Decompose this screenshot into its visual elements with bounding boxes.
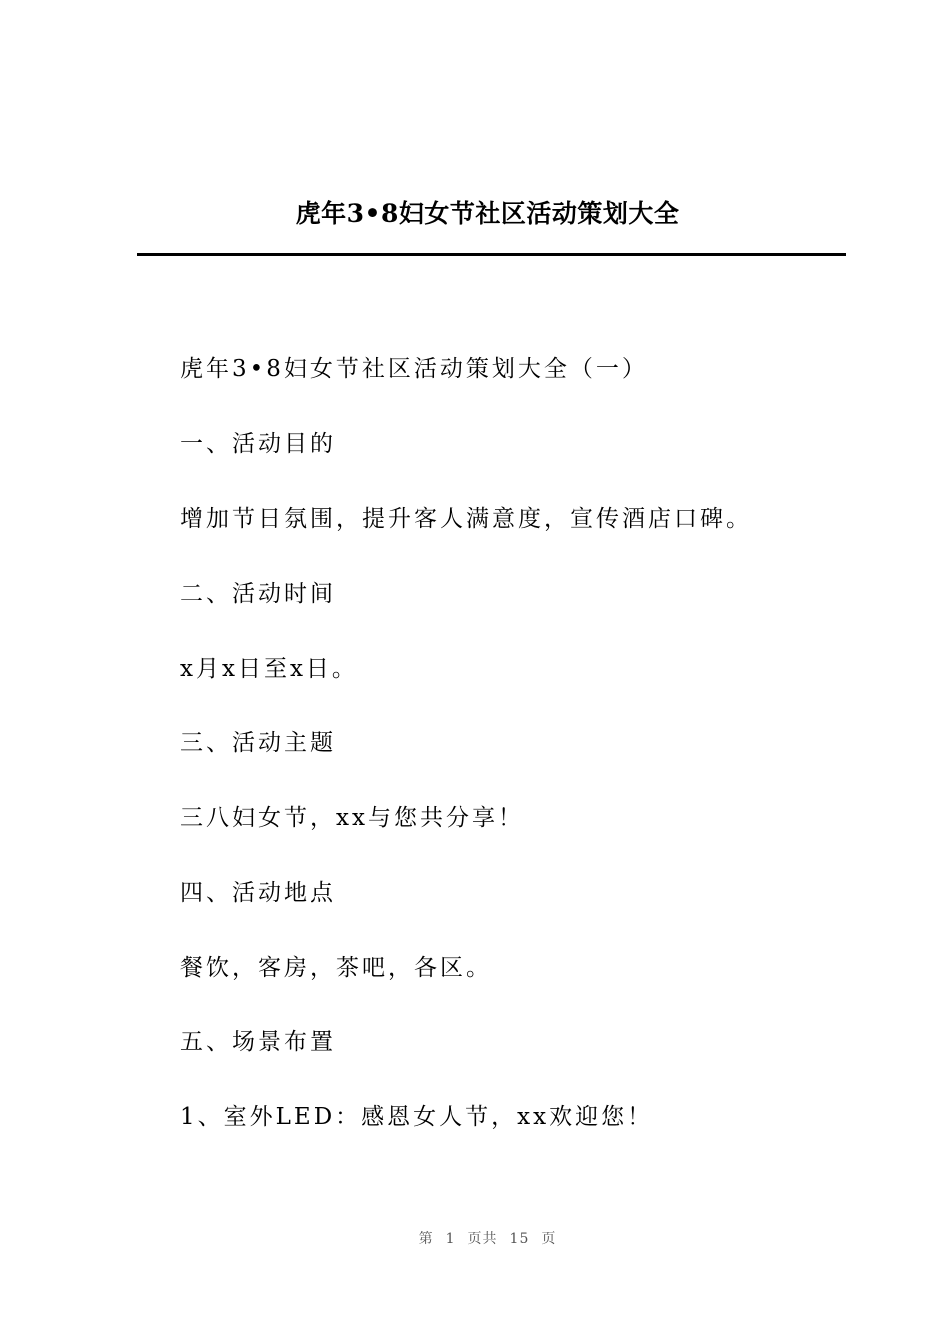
section-heading-time: 二、活动时间	[180, 581, 336, 607]
paragraph-decoration-led: 1、室外LED：感恩女人节，xx欢迎您！	[180, 1104, 654, 1130]
section-heading-decoration: 五、场景布置	[180, 1029, 336, 1055]
footer-total-pages: 15	[509, 1231, 530, 1247]
footer-current-page: 1	[445, 1231, 456, 1247]
section-heading-location: 四、活动地点	[180, 880, 336, 906]
paragraph-theme: 三八妇女节，xx与您共分享！	[180, 805, 524, 831]
footer-page-unit: 页共	[467, 1231, 498, 1247]
title-divider	[137, 253, 846, 256]
paragraph-location: 餐饮，客房，茶吧，各区。	[180, 955, 492, 981]
footer-page-label: 第	[418, 1231, 434, 1247]
paragraph-purpose: 增加节日氛围，提升客人满意度，宣传酒店口碑。	[180, 506, 752, 532]
section-heading: 虎年3•8妇女节社区活动策划大全（一）	[180, 356, 648, 382]
section-heading-purpose: 一、活动目的	[180, 431, 336, 457]
paragraph-time: x月x日至x日。	[180, 656, 358, 682]
footer-total-unit: 页	[541, 1231, 557, 1247]
section-heading-theme: 三、活动主题	[180, 730, 336, 756]
page-footer	[0, 1229, 950, 1249]
document-title: 虎年3•8妇女节社区活动策划大全	[295, 199, 680, 228]
